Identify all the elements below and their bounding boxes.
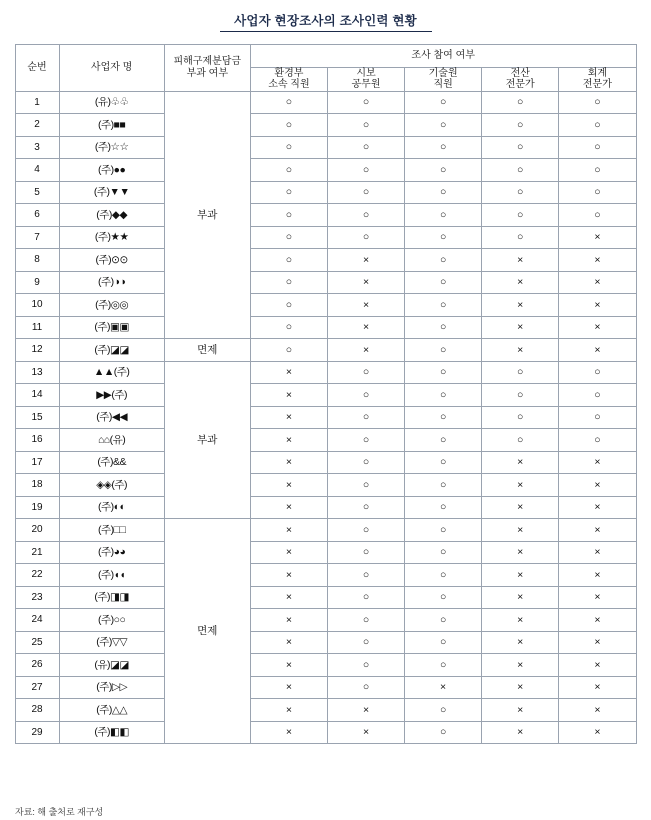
cell-officer: ○ (327, 586, 404, 609)
cell-num: 21 (15, 541, 59, 564)
table-row (15, 204, 636, 227)
header-sub-it-line1: 전산 (510, 67, 530, 79)
table-row (15, 114, 636, 137)
cell-officer: ○ (327, 91, 404, 114)
cell-institute: ○ (405, 406, 482, 429)
cell-num: 6 (15, 204, 59, 227)
cell-num: 2 (15, 114, 59, 137)
cell-company-name: ▶▶(주) (59, 384, 164, 407)
header-fee-line1: 피해구제분담금 (173, 56, 242, 68)
cell-officer: ○ (327, 114, 404, 137)
cell-it-expert: × (482, 316, 559, 339)
cell-env-staff: × (250, 609, 327, 632)
cell-company-name: (주)◕◕ (59, 541, 164, 564)
table-row (15, 541, 636, 564)
table-row (15, 496, 636, 519)
cell-env-staff: ○ (250, 249, 327, 272)
cell-institute: ○ (405, 181, 482, 204)
cell-env-staff: × (250, 429, 327, 452)
cell-officer: ○ (327, 654, 404, 677)
cell-institute: ○ (405, 496, 482, 519)
cell-officer: × (327, 316, 404, 339)
cell-num: 18 (15, 474, 59, 497)
cell-num: 17 (15, 451, 59, 474)
cell-env-staff: × (250, 676, 327, 699)
cell-fee-status: 부과 (164, 91, 250, 339)
cell-accounting-expert: × (559, 721, 636, 744)
cell-officer: ○ (327, 429, 404, 452)
cell-accounting-expert: × (559, 654, 636, 677)
table-row (15, 451, 636, 474)
table-row (15, 429, 636, 452)
cell-company-name: (주)☆☆ (59, 136, 164, 159)
cell-it-expert: ○ (482, 361, 559, 384)
header-sub-env-line1: 환경부 (274, 67, 304, 79)
cell-accounting-expert: ○ (559, 181, 636, 204)
cell-accounting-expert: × (559, 339, 636, 362)
header-row-top (15, 45, 636, 68)
cell-env-staff: × (250, 699, 327, 722)
cell-it-expert: × (482, 609, 559, 632)
survey-personnel-table (15, 44, 637, 744)
cell-institute: ○ (405, 226, 482, 249)
cell-env-staff: × (250, 474, 327, 497)
cell-num: 23 (15, 586, 59, 609)
footnote: 자료: 해 출처로 재구성 (15, 807, 104, 817)
cell-env-staff: × (250, 406, 327, 429)
cell-accounting-expert: × (559, 631, 636, 654)
cell-accounting-expert: ○ (559, 136, 636, 159)
cell-env-staff: ○ (250, 204, 327, 227)
cell-company-name: (주)◎◎ (59, 294, 164, 317)
title-underline (220, 31, 432, 32)
cell-num: 12 (15, 339, 59, 362)
cell-officer: × (327, 294, 404, 317)
table-row (15, 676, 636, 699)
cell-it-expert: × (482, 474, 559, 497)
cell-num: 5 (15, 181, 59, 204)
cell-env-staff: ○ (250, 136, 327, 159)
cell-accounting-expert: ○ (559, 204, 636, 227)
header-sub-it-line2: 전문가 (505, 79, 535, 90)
cell-officer: ○ (327, 204, 404, 227)
cell-it-expert: × (482, 654, 559, 677)
cell-accounting-expert: × (559, 451, 636, 474)
header-sub-env (250, 67, 327, 91)
cell-it-expert: ○ (482, 91, 559, 114)
cell-accounting-expert: ○ (559, 429, 636, 452)
cell-num: 24 (15, 609, 59, 632)
cell-it-expert: × (482, 676, 559, 699)
cell-officer: ○ (327, 564, 404, 587)
header-sub-accounting-line2: 전문가 (582, 79, 612, 90)
cell-officer: ○ (327, 159, 404, 182)
cell-accounting-expert: × (559, 271, 636, 294)
header-num: 순번 (15, 45, 59, 92)
cell-it-expert: × (482, 586, 559, 609)
cell-institute: ○ (405, 339, 482, 362)
cell-institute: ○ (405, 474, 482, 497)
cell-officer: ○ (327, 451, 404, 474)
header-sub-it (482, 67, 559, 91)
cell-officer: × (327, 721, 404, 744)
header-sub-officer (327, 67, 404, 91)
cell-env-staff: × (250, 721, 327, 744)
cell-company-name: (주)◪◪ (59, 339, 164, 362)
cell-institute: ○ (405, 204, 482, 227)
cell-num: 9 (15, 271, 59, 294)
cell-company-name: (주)▽▽ (59, 631, 164, 654)
table-row (15, 631, 636, 654)
cell-env-staff: × (250, 451, 327, 474)
cell-it-expert: ○ (482, 226, 559, 249)
cell-institute: ○ (405, 721, 482, 744)
cell-env-staff: × (250, 654, 327, 677)
header-sub-institute-line1: 기술원 (428, 67, 458, 79)
cell-institute: ○ (405, 91, 482, 114)
cell-it-expert: ○ (482, 429, 559, 452)
table-row (15, 721, 636, 744)
header-sub-institute (405, 67, 482, 91)
cell-institute: ○ (405, 271, 482, 294)
cell-company-name: ⌂⌂(유) (59, 429, 164, 452)
cell-fee-status: 면제 (164, 519, 250, 744)
cell-officer: × (327, 271, 404, 294)
cell-env-staff: ○ (250, 294, 327, 317)
header-participation-group: 조사 참여 여부 (250, 45, 636, 68)
table-row (15, 271, 636, 294)
cell-env-staff: ○ (250, 91, 327, 114)
cell-company-name: (주)◆◆ (59, 204, 164, 227)
cell-company-name: (주)◖◖ (59, 564, 164, 587)
header-sub-officer-line1: 시보 (356, 67, 376, 79)
cell-it-expert: ○ (482, 159, 559, 182)
table-row (15, 406, 636, 429)
cell-officer: ○ (327, 136, 404, 159)
cell-it-expert: × (482, 519, 559, 542)
cell-env-staff: ○ (250, 271, 327, 294)
cell-institute: ○ (405, 519, 482, 542)
cell-num: 7 (15, 226, 59, 249)
cell-num: 8 (15, 249, 59, 272)
cell-it-expert: × (482, 339, 559, 362)
cell-officer: ○ (327, 519, 404, 542)
cell-num: 27 (15, 676, 59, 699)
cell-it-expert: × (482, 699, 559, 722)
cell-officer: ○ (327, 406, 404, 429)
cell-it-expert: × (482, 564, 559, 587)
table-row (15, 519, 636, 542)
header-fee-line2: 부과 여부 (186, 67, 228, 79)
cell-company-name: (유)◪◪ (59, 654, 164, 677)
table-body (15, 91, 636, 744)
cell-institute: × (405, 676, 482, 699)
table-row (15, 699, 636, 722)
cell-institute: ○ (405, 631, 482, 654)
cell-env-staff: ○ (250, 114, 327, 137)
cell-officer: × (327, 249, 404, 272)
cell-accounting-expert: × (559, 316, 636, 339)
header-fee (164, 45, 250, 92)
cell-num: 13 (15, 361, 59, 384)
cell-institute: ○ (405, 136, 482, 159)
cell-officer: ○ (327, 384, 404, 407)
cell-env-staff: ○ (250, 339, 327, 362)
cell-officer: ○ (327, 226, 404, 249)
cell-num: 28 (15, 699, 59, 722)
cell-num: 1 (15, 91, 59, 114)
table-row (15, 564, 636, 587)
cell-num: 15 (15, 406, 59, 429)
header-name: 사업자 명 (59, 45, 164, 92)
cell-company-name: (주)⊙⊙ (59, 249, 164, 272)
cell-env-staff: × (250, 361, 327, 384)
cell-it-expert: ○ (482, 204, 559, 227)
table-row (15, 474, 636, 497)
table-row (15, 136, 636, 159)
cell-accounting-expert: × (559, 676, 636, 699)
table-row (15, 316, 636, 339)
cell-num: 25 (15, 631, 59, 654)
cell-accounting-expert: × (559, 496, 636, 519)
cell-env-staff: × (250, 384, 327, 407)
cell-accounting-expert: × (559, 586, 636, 609)
cell-institute: ○ (405, 361, 482, 384)
header-sub-env-line2: 소속 직원 (268, 79, 310, 90)
table-row (15, 654, 636, 677)
cell-num: 16 (15, 429, 59, 452)
cell-company-name: (주)&& (59, 451, 164, 474)
cell-company-name: (유)♧♧ (59, 91, 164, 114)
cell-it-expert: × (482, 294, 559, 317)
cell-accounting-expert: × (559, 294, 636, 317)
cell-institute: ○ (405, 541, 482, 564)
cell-institute: ○ (405, 114, 482, 137)
cell-officer: ○ (327, 541, 404, 564)
cell-institute: ○ (405, 294, 482, 317)
cell-institute: ○ (405, 564, 482, 587)
table-row (15, 361, 636, 384)
table-row (15, 226, 636, 249)
table-row (15, 586, 636, 609)
cell-env-staff: × (250, 496, 327, 519)
table-row (15, 249, 636, 272)
cell-env-staff: × (250, 586, 327, 609)
cell-num: 11 (15, 316, 59, 339)
header-sub-accounting (559, 67, 636, 91)
cell-company-name: (주)▷▷ (59, 676, 164, 699)
cell-institute: ○ (405, 384, 482, 407)
header-sub-accounting-line1: 회계 (587, 67, 608, 79)
cell-company-name: ▲▲(주) (59, 361, 164, 384)
header-sub-officer-line2: 공무원 (351, 79, 381, 90)
cell-officer: ○ (327, 496, 404, 519)
cell-it-expert: ○ (482, 384, 559, 407)
cell-officer: ○ (327, 609, 404, 632)
cell-env-staff: ○ (250, 226, 327, 249)
cell-it-expert: ○ (482, 114, 559, 137)
cell-num: 22 (15, 564, 59, 587)
cell-institute: ○ (405, 609, 482, 632)
cell-institute: ○ (405, 159, 482, 182)
cell-institute: ○ (405, 654, 482, 677)
cell-fee-status: 면제 (164, 339, 250, 362)
cell-institute: ○ (405, 249, 482, 272)
cell-institute: ○ (405, 316, 482, 339)
cell-company-name: (주)△△ (59, 699, 164, 722)
cell-company-name: (주)○○ (59, 609, 164, 632)
cell-it-expert: ○ (482, 136, 559, 159)
cell-accounting-expert: ○ (559, 114, 636, 137)
cell-company-name: (주)●● (59, 159, 164, 182)
table-head (15, 45, 636, 92)
cell-officer: ○ (327, 631, 404, 654)
table-row (15, 91, 636, 114)
table-row (15, 609, 636, 632)
cell-it-expert: × (482, 496, 559, 519)
cell-env-staff: × (250, 564, 327, 587)
cell-company-name: (주)◧◧ (59, 721, 164, 744)
cell-it-expert: × (482, 631, 559, 654)
cell-company-name: (주)■■ (59, 114, 164, 137)
cell-it-expert: ○ (482, 406, 559, 429)
table-row (15, 159, 636, 182)
cell-it-expert: ○ (482, 181, 559, 204)
cell-num: 26 (15, 654, 59, 677)
cell-company-name: (주)◨◨ (59, 586, 164, 609)
cell-company-name: (주)▼▼ (59, 181, 164, 204)
cell-company-name: (주)◑◑ (59, 271, 164, 294)
cell-officer: ○ (327, 676, 404, 699)
cell-accounting-expert: × (559, 249, 636, 272)
cell-it-expert: × (482, 721, 559, 744)
cell-num: 29 (15, 721, 59, 744)
table-row (15, 339, 636, 362)
cell-env-staff: × (250, 541, 327, 564)
cell-institute: ○ (405, 586, 482, 609)
cell-accounting-expert: ○ (559, 406, 636, 429)
cell-num: 4 (15, 159, 59, 182)
cell-accounting-expert: × (559, 564, 636, 587)
cell-fee-status: 부과 (164, 361, 250, 519)
cell-num: 19 (15, 496, 59, 519)
cell-officer: ○ (327, 181, 404, 204)
cell-accounting-expert: × (559, 519, 636, 542)
cell-company-name: ◈◈(주) (59, 474, 164, 497)
cell-env-staff: × (250, 519, 327, 542)
cell-accounting-expert: ○ (559, 91, 636, 114)
cell-accounting-expert: × (559, 474, 636, 497)
cell-num: 20 (15, 519, 59, 542)
cell-env-staff: ○ (250, 181, 327, 204)
cell-company-name: (주)◀◀ (59, 406, 164, 429)
cell-officer: ○ (327, 361, 404, 384)
table-row (15, 294, 636, 317)
cell-it-expert: × (482, 451, 559, 474)
cell-institute: ○ (405, 699, 482, 722)
cell-num: 14 (15, 384, 59, 407)
cell-officer: × (327, 699, 404, 722)
cell-env-staff: ○ (250, 159, 327, 182)
cell-it-expert: × (482, 541, 559, 564)
cell-company-name: (주)▣▣ (59, 316, 164, 339)
cell-institute: ○ (405, 429, 482, 452)
cell-institute: ○ (405, 451, 482, 474)
cell-company-name: (주)◐◐ (59, 496, 164, 519)
cell-officer: × (327, 339, 404, 362)
cell-accounting-expert: × (559, 226, 636, 249)
cell-it-expert: × (482, 271, 559, 294)
table-row (15, 384, 636, 407)
cell-accounting-expert: × (559, 609, 636, 632)
header-sub-institute-line2: 직원 (433, 79, 453, 90)
cell-num: 10 (15, 294, 59, 317)
page-title: 사업자 현장조사의 조사인력 현황 (234, 14, 417, 28)
cell-env-staff: ○ (250, 316, 327, 339)
cell-accounting-expert: × (559, 699, 636, 722)
cell-officer: ○ (327, 474, 404, 497)
cell-num: 3 (15, 136, 59, 159)
cell-accounting-expert: × (559, 541, 636, 564)
cell-company-name: (주)□□ (59, 519, 164, 542)
cell-accounting-expert: ○ (559, 361, 636, 384)
cell-accounting-expert: ○ (559, 384, 636, 407)
cell-accounting-expert: ○ (559, 159, 636, 182)
cell-it-expert: × (482, 249, 559, 272)
cell-env-staff: × (250, 631, 327, 654)
cell-company-name: (주)★★ (59, 226, 164, 249)
table-row (15, 181, 636, 204)
